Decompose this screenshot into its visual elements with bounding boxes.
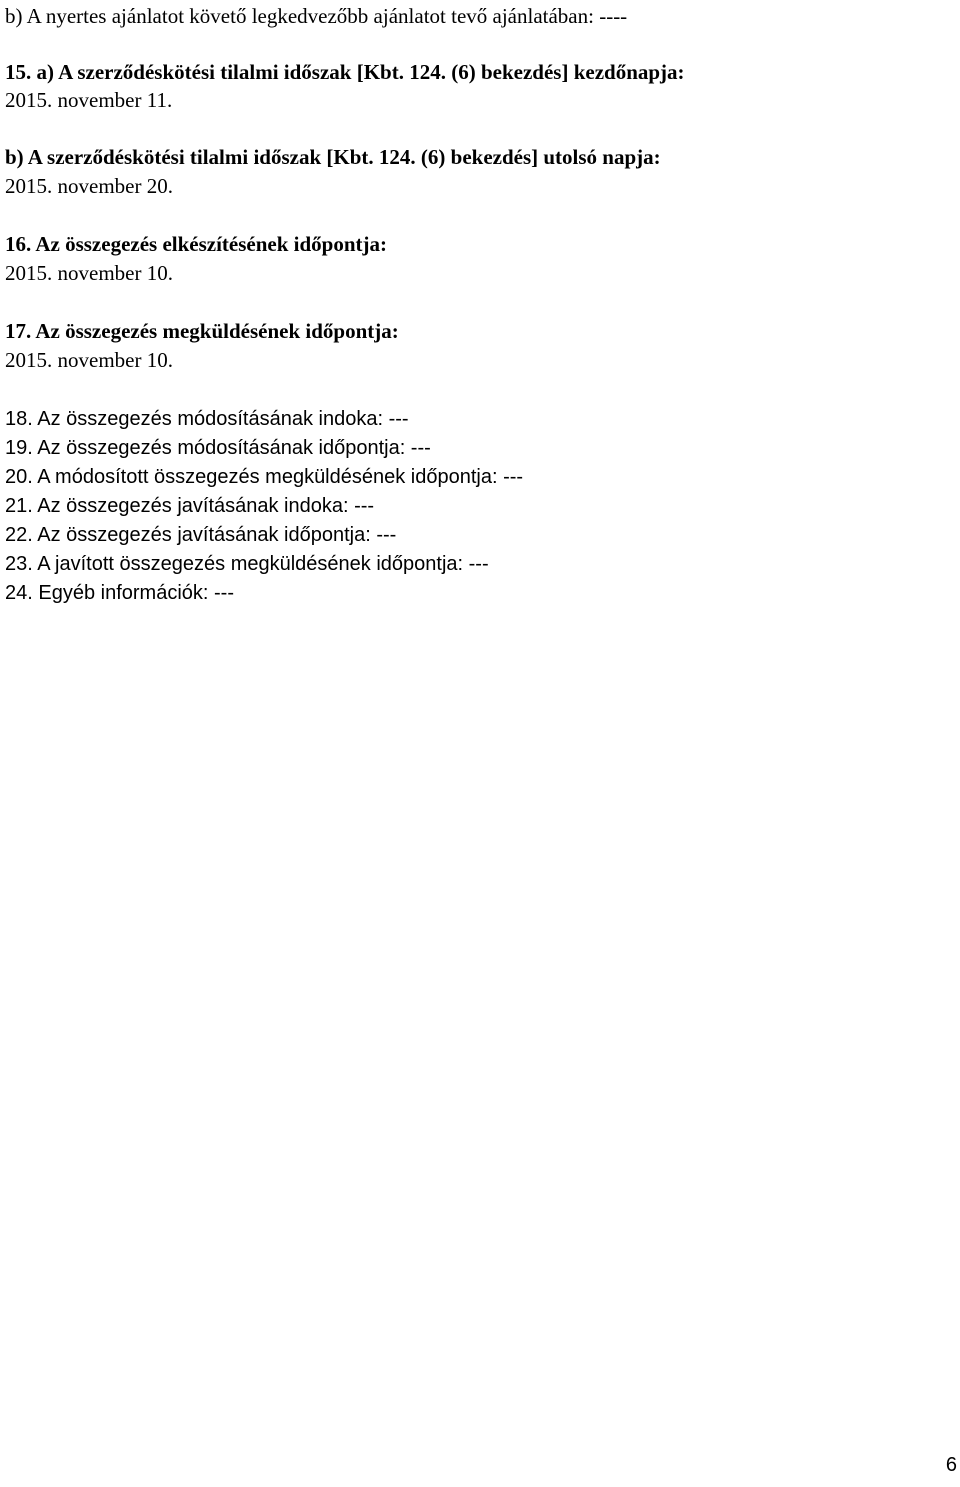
item-19: 19. Az összegezés módosításának időpontja: --- [5, 437, 431, 459]
item-24: 24. Egyéb információk: --- [5, 582, 234, 604]
item-15b-value: 2015. november 20. [5, 174, 173, 198]
item-17-value: 2015. november 10. [5, 348, 173, 372]
item-16-label: 16. Az összegezés elkészítésének időpontja: [5, 232, 388, 256]
item-22: 22. Az összegezés javításának időpontja: --- [5, 524, 397, 546]
item-20: 20. A módosított összegezés megküldésének időpontja: --- [5, 466, 524, 488]
item-21: 21. Az összegezés javításának indoka: --- [5, 495, 375, 517]
item-17-label: 17. Az összegezés megküldésének időpontja: [5, 319, 399, 343]
item-23: 23. A javított összegezés megküldésének időpontja: --- [5, 553, 489, 575]
item-18: 18. Az összegezés módosításának indoka: --- [5, 408, 409, 430]
item-15b-label: b) A szerződéskötési tilalmi időszak [Kbt. 124. (6) bekezdés] utolsó napja: [5, 145, 661, 169]
item-16-value: 2015. november 10. [5, 261, 173, 285]
winner-following-bid-line: b) A nyertes ajánlatot követő legkedvezőbb ajánlatot tevő ajánlatában: ---- [5, 4, 628, 28]
page-number: 6 [945, 1454, 957, 1476]
item-15a-value: 2015. november 11. [5, 88, 173, 112]
item-15a-label: 15. a) A szerződéskötési tilalmi időszak [Kbt. 124. (6) bekezdés] kezdőnapja: [5, 60, 685, 84]
